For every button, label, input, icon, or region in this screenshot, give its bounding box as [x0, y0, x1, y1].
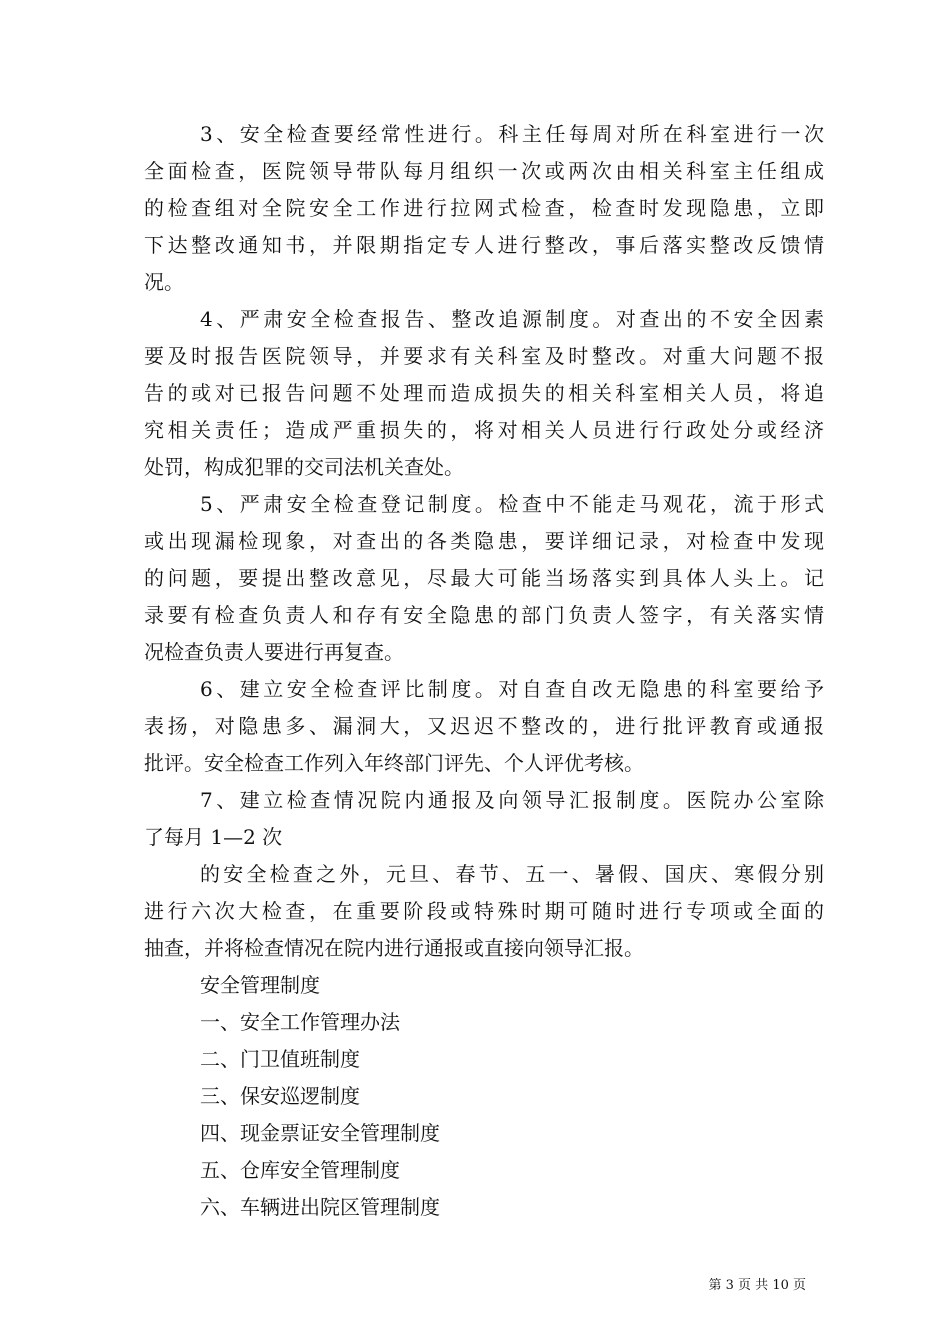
- text-line: 要及时报告医院领导，并要求有关科室及时整改。对重大问题不报: [144, 344, 824, 368]
- text-line: 了每月 1—2 次: [144, 825, 283, 849]
- text-line: 究相关责任；造成严重损失的，将对相关人员进行行政处分或经济: [144, 418, 824, 442]
- text-line: 录要有检查负责人和存有安全隐患的部门负责人签字，有关落实情: [144, 603, 824, 627]
- text-line: 处罚，构成犯罪的交司法机关查处。: [144, 455, 464, 479]
- text-line: 6、建立安全检查评比制度。对自查自改无隐患的科室要给予: [200, 677, 824, 701]
- text-line: 3、安全检查要经常性进行。科主任每周对所在科室进行一次: [200, 122, 824, 146]
- text-line: 7、建立检查情况院内通报及向领导汇报制度。医院办公室除: [200, 788, 824, 812]
- page-number: 第 3 页 共 10 页: [708, 1278, 806, 1293]
- list-item: 一、安全工作管理办法: [200, 1010, 400, 1034]
- text-line: 的检查组对全院安全工作进行拉网式检查，检查时发现隐患，立即: [144, 196, 824, 220]
- text-line: 5、严肃安全检查登记制度。检查中不能走马观花，流于形式: [200, 492, 824, 516]
- text-line: 4、严肃安全检查报告、整改追源制度。对查出的不安全因素: [200, 307, 824, 331]
- list-item: 五、仓库安全管理制度: [200, 1158, 400, 1182]
- document-body: [144, 116, 824, 1226]
- list-item: 三、保安巡逻制度: [200, 1084, 360, 1108]
- text-line: 况检查负责人要进行再复查。: [144, 640, 404, 664]
- list-item: 二、门卫值班制度: [200, 1047, 360, 1071]
- list-item: 四、现金票证安全管理制度: [200, 1121, 440, 1145]
- text-line: 告的或对已报告问题不处理而造成损失的相关科室相关人员，将追: [144, 381, 824, 405]
- text-line: 况。: [144, 270, 184, 294]
- text-line: 的问题，要提出整改意见，尽最大可能当场落实到具体人头上。记: [144, 566, 824, 590]
- section-heading: 安全管理制度: [200, 973, 320, 997]
- text-line: 的安全检查之外，元旦、春节、五一、暑假、国庆、寒假分别: [200, 862, 824, 886]
- text-line: 表扬，对隐患多、漏洞大，又迟迟不整改的，进行批评教育或通报: [144, 714, 824, 738]
- text-line: 批评。安全检查工作列入年终部门评先、个人评优考核。: [144, 751, 644, 775]
- text-line: 抽查，并将检查情况在院内进行通报或直接向领导汇报。: [144, 936, 644, 960]
- text-line: 下达整改通知书，并限期指定专人进行整改，事后落实整改反馈情: [144, 233, 824, 257]
- list-item: 六、车辆进出院区管理制度: [200, 1195, 440, 1219]
- text-line: 进行六次大检查，在重要阶段或特殊时期可随时进行专项或全面的: [144, 899, 824, 923]
- text-line: 或出现漏检现象，对查出的各类隐患，要详细记录，对检查中发现: [144, 529, 824, 553]
- text-line: 全面检查，医院领导带队每月组织一次或两次由相关科室主任组成: [144, 159, 824, 183]
